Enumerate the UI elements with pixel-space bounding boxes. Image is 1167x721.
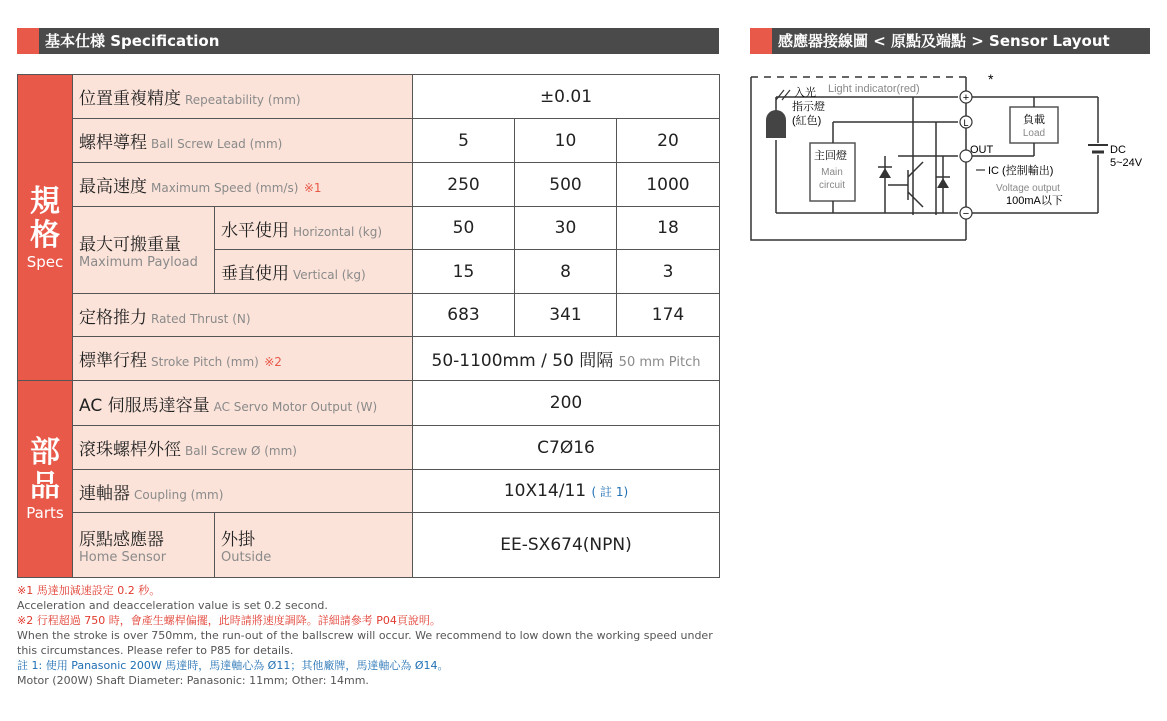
note-2-en-2: this circumstances. Please refer to P85 for details. [17,644,294,657]
horizontal-label: 水平使用 [221,220,289,241]
motor-en: AC Servo Motor Output (W) [213,399,378,414]
table-row [18,426,720,470]
note-2-zh: ※2 行程超過 750 時，會產生螺桿偏擺，此時請將速度調降。詳細請參考 P04頁說明。 [17,614,441,627]
minus-sign: − [962,208,970,220]
sensor-label: 原點感應器 [79,530,164,550]
indicator-zh-label: 指示燈 [792,101,825,113]
load-zh-label: 負載 [1023,114,1045,126]
thrust-value: 174 [617,294,720,337]
red-zh-label: (紅色) [792,115,822,127]
main-circuit-en1: Main [821,167,843,178]
coupling-value: 10X14/11 [503,481,587,501]
zener-diode-icon [937,178,949,188]
parts-category-cell [18,381,73,578]
screw-label: 滾珠螺桿外徑 [79,440,181,460]
payload-en: Maximum Payload [79,255,198,270]
transistor-collector [908,162,923,177]
stroke-value-en: 50 mm Pitch [618,355,701,370]
table-row [18,381,720,426]
horizontal-value: 18 [617,207,720,250]
voltage-output-label: Voltage output [996,183,1060,194]
table-row [18,119,720,163]
stroke-value: 50-1100mm / 50 間隔 [431,351,614,371]
main-circuit-en2: circuit [818,180,846,191]
dc-range-label: 5~24V [1110,157,1143,169]
horizontal-en: Horizontal (kg) [293,224,383,239]
coupling-note: ( 註 1) [591,485,629,499]
spec-category-title: 規格 [30,183,60,253]
star-note: * [988,71,994,87]
speed-value: 500 [515,163,617,207]
thrust-value: 341 [515,294,617,337]
stroke-note: ※2 [264,355,282,369]
horizontal-label-cell [215,207,413,250]
note-2-en-1: When the stroke is over 750mm, the run-out of the ballscrew will occur. We recommend to low down the working speed under [17,629,713,642]
sensor-housing-line [751,77,969,240]
transistor-emitter [908,192,923,207]
zener-diode-icon [879,168,891,178]
lead-value: 20 [617,119,720,163]
spec-header-bar [17,28,719,54]
light-arrow-icon [776,90,790,100]
table-row [18,337,720,381]
coupling-label: 連軸器 [79,483,130,504]
sensor-header-title: 感應器接線圖 < 原點及端點 > Sensor Layout [778,32,1110,50]
table-row [18,294,720,337]
payload-label: 最大可搬重量 [79,235,181,255]
sensor-header-bar [750,28,1150,54]
thrust-en: Rated Thrust (N) [151,311,251,326]
l-sign: L [963,118,969,128]
lead-en: Ball Screw Lead (mm) [151,137,283,151]
horizontal-value: 30 [515,207,617,250]
lead-label-cell [73,119,413,163]
thrust-value: 683 [413,294,515,337]
led-base [766,130,786,138]
note-3-en: Motor (200W) Shaft Diameter: Panasonic: 11mm; Other: 14mm. [17,674,369,687]
speed-value: 250 [413,163,515,207]
speed-value: 1000 [617,163,720,207]
stroke-label: 標準行程 [79,351,147,371]
table-row [18,207,720,250]
note-1-zh: ※1 馬達加減速設定 0.2 秒。 [17,584,161,597]
vertical-label-cell [215,250,413,294]
sensor-value: EE-SX674(NPN) [413,513,720,578]
coupling-en: Coupling (mm) [134,487,224,502]
load-en-label: Load [1022,128,1046,139]
sensor-label-cell [73,513,215,578]
coupling-label-cell [73,470,413,513]
speed-en: Maximum Speed (mm/s) [151,181,299,195]
sensor-wiring-diagram [748,70,1158,250]
thrust-label-cell [73,294,413,337]
main-circuit-zh: 主回燈 [814,150,847,162]
led-indicator-icon [766,110,786,130]
header-accent [750,28,772,54]
screw-label-cell [73,426,413,470]
lead-value: 10 [515,119,617,163]
spec-category-en: Spec [26,252,64,271]
parts-category-en: Parts [26,504,64,522]
stroke-label-cell [73,337,413,381]
coupling-value-cell [413,470,720,513]
table-row [18,75,720,119]
sensor-type-label: 外掛 [221,530,255,550]
incident-light-label: 入光 [794,87,816,99]
spec-header-title: 基本仕様 Specification [45,32,220,50]
out-label: OUT [970,144,994,156]
motor-label-cell [73,381,413,426]
stroke-en: Stroke Pitch (mm) [151,355,259,369]
vertical-value: 8 [515,250,617,294]
speed-label-cell [73,163,413,207]
header-accent [17,28,39,54]
repeatability-en: Repeatability (mm) [185,93,301,107]
dc-label: DC [1110,144,1126,156]
repeatability-label-cell [73,75,413,119]
screw-en: Ball Screw Ø (mm) [185,444,297,458]
sensor-type-en: Outside [221,550,272,565]
lead-label: 螺桿導程 [79,133,147,153]
current-label: 100mA以下 [1006,195,1063,207]
note-3-zh: 註 1: 使用 Panasonic 200W 馬達時，馬達軸心為 Ø11；其他廠牌，馬達軸心為 Ø14。 [17,659,449,672]
lead-value: 5 [413,119,515,163]
thrust-label: 定格推力 [79,307,147,328]
table-row [18,163,720,207]
vertical-label: 垂直使用 [221,264,289,284]
speed-note: ※1 [303,181,322,195]
vertical-value: 3 [617,250,720,294]
speed-label: 最高速度 [79,177,147,197]
sensor-type-cell [215,513,413,578]
repeatability-label: 位置重複精度 [79,89,181,109]
screw-value: C7Ø16 [413,426,720,470]
motor-label: AC 伺服馬達容量 [79,395,210,416]
repeatability-value: ±0.01 [413,75,720,119]
motor-value: 200 [413,381,720,426]
light-indicator-label: Light indicator(red) [828,83,920,95]
vertical-value: 15 [413,250,515,294]
ic-label: IC (控制輸出) [988,165,1054,177]
note-1-en: Acceleration and deacceleration value is set 0.2 second. [17,599,328,612]
horizontal-value: 50 [413,207,515,250]
payload-label-cell [73,207,215,294]
table-row [18,470,720,513]
sensor-en: Home Sensor [79,550,167,565]
parts-category-title: 部品 [30,435,60,504]
vertical-en: Vertical (kg) [293,268,366,282]
spec-table [17,74,720,578]
spec-category-cell [18,75,73,381]
footnotes [17,583,737,688]
stroke-value-cell [413,337,720,381]
plus-sign: + [962,92,970,104]
table-row [18,513,720,578]
